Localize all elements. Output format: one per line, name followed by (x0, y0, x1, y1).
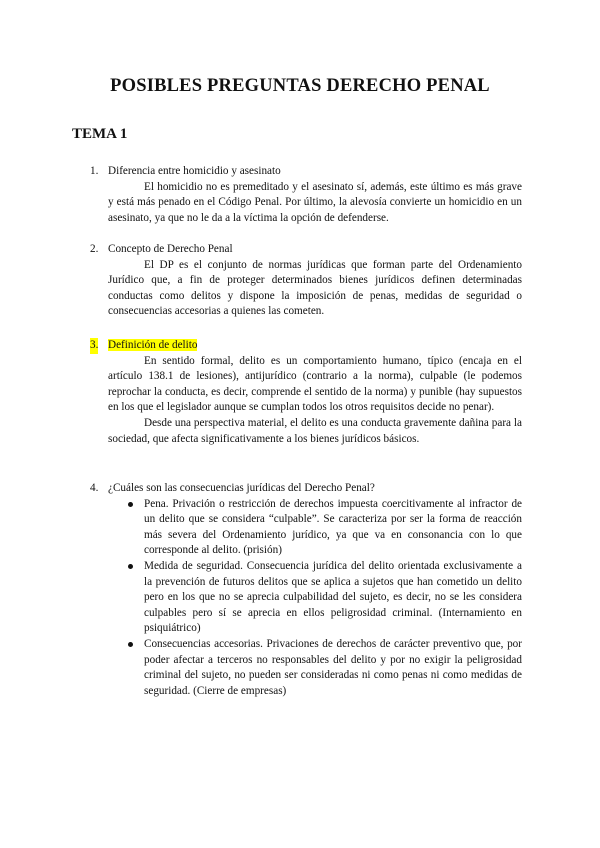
question-number: 2. (90, 243, 99, 255)
question-title: Diferencia entre homicidio y asesinato (108, 165, 281, 177)
question-2 (90, 242, 522, 320)
question-heading (90, 338, 522, 354)
list-item: Consecuencias accesorias. Privaciones de derechos de carácter preventivo que, por poder afectar a terceros no responsables del delito y por no exigir la peligrosidad criminal del sujeto, no pueden ser consideradas ni como penas ni como medidas de seguridad. (Cierre de empresas) (126, 637, 522, 699)
question-3 (90, 338, 522, 447)
question-title: ¿Cuáles son las consecuencias jurídicas del Derecho Penal? (108, 482, 375, 494)
question-number: 4. (90, 482, 99, 494)
consequences-list (90, 497, 522, 700)
bullet-icon (128, 564, 133, 569)
question-heading (90, 164, 522, 180)
question-title: Concepto de Derecho Penal (108, 243, 233, 255)
bullet-icon (128, 502, 133, 507)
question-1 (90, 164, 522, 226)
bullet-icon (128, 642, 133, 647)
question-title-highlighted: Definición de delito (108, 339, 198, 351)
list-item: Medida de seguridad. Consecuencia jurídica del delito orientada exclusivamente a la prevención de futuros delitos que se aplica a sujetos que han cometido un delito pero en los que no se aprecia culpabilidad del sujeto, es decir, no se les considera culpables pero sí se aprecia en ellos peligrosidad criminal. (Internamiento en psiquiátrico) (126, 559, 522, 637)
list-item: Pena. Privación o restricción de derechos impuesta coercitivamente al infractor de un delito que se considera “culpable”. Se caracteriza por ser la forma de reacción más severa del Ordenamiento jurídico, ya que va en consonancia con lo que corresponde al delito. (prisión) (126, 497, 522, 559)
page-title: POSIBLES PREGUNTAS DERECHO PENAL (110, 76, 490, 96)
question-heading (90, 242, 522, 258)
answer-paragraph: En sentido formal, delito es un comportamiento humano, típico (encaja en el artículo 138.1 de lesiones), antijurídico (contrario a la norma), culpable (le podemos reprochar la conducta, es decir, comprende el sentido de la norma) y punible (hay supuestos en los que el legislador aunque se cumplan todos los otros requisitos decide no penar). (108, 354, 522, 414)
section-heading: TEMA 1 (72, 126, 128, 142)
question-heading (90, 481, 522, 497)
answer-paragraph: Desde una perspectiva material, el delito es una conducta gravemente dañina para la sociedad, que afecta significativamente a los bienes jurídicos básicos. (108, 416, 522, 445)
answer-paragraph: El DP es el conjunto de normas jurídicas que forman parte del Ordenamiento Jurídico que, a fin de proteger determinados bienes jurídicos definen determinadas conductas como delitos y dispone la imposición de penas, medidas de seguridad o consecuencias accesorias a quienes las cometen. (108, 258, 522, 318)
question-number: 3. (90, 338, 98, 354)
question-number: 1. (90, 165, 99, 177)
question-4 (90, 481, 522, 699)
answer-paragraph: El homicidio no es premeditado y el asesinato sí, además, este último es más grave y está más penado en el Código Penal. Por último, la alevosía convierte un homicidio en un asesinato, ya que no le da a la víctima la opción de defenderse. (108, 180, 522, 224)
